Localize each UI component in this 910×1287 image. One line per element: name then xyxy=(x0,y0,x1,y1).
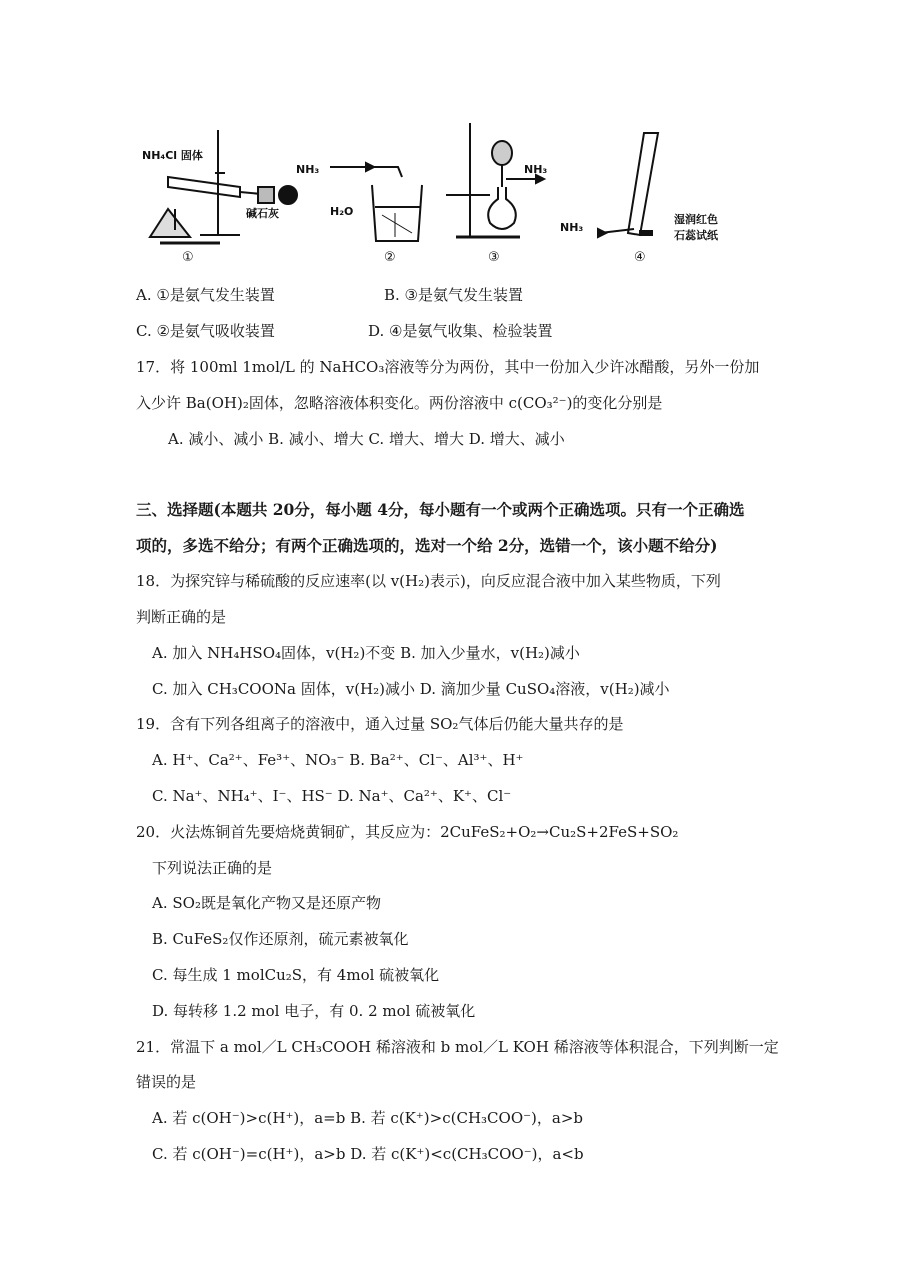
q18-line-2: 判断正确的是 xyxy=(136,608,227,626)
q17-options: A. 减小、减小 B. 减小、增大 C. 增大、增大 D. 增大、减小 xyxy=(168,430,565,448)
apparatus-figure xyxy=(0,115,910,385)
apparatus-2 xyxy=(330,163,422,241)
q19-line-1: 19．含有下列各组离子的溶液中，通入过量 SO₂气体后仍能大量共存的是 xyxy=(136,715,624,733)
q17-line-2: 入少许 Ba(OH)₂固体，忽略溶液体积变化。两份溶液中 c(CO₃²⁻)的变化分别是 xyxy=(136,394,663,412)
app1-number: ① xyxy=(182,250,194,265)
q20-option-d: D. 每转移 1.2 mol 电子，有 0. 2 mol 硫被氧化 xyxy=(152,1002,476,1020)
section3-line-2: 项的，多选不给分；有两个正确选项的，选对一个给 2分，选错一个，该小题不给分) xyxy=(136,536,718,555)
app4-label3: 石蕊试纸 xyxy=(674,229,718,242)
q21-line-2: 错误的是 xyxy=(136,1073,197,1091)
q20-option-b: B. CuFeS₂仅作还原剂，硫元素被氧化 xyxy=(152,930,409,948)
q16-option-c: C. ②是氨气吸收装置 xyxy=(136,322,275,340)
app2-label: NH₃ xyxy=(296,163,320,176)
app2-label2: H₂O xyxy=(330,205,354,218)
q20-option-a: A. SO₂既是氧化产物又是还原产物 xyxy=(152,894,381,912)
q18-line-1: 18．为探究锌与稀硫酸的反应速率(以 v(H₂)表示)，向反应混合液中加入某些物质，下列 xyxy=(136,572,721,590)
q20-line-1: 20．火法炼铜首先要焙烧黄铜矿，其反应为：2CuFeS₂+O₂→Cu₂S+2FeS+SO₂ xyxy=(136,823,679,841)
q16-option-b: B. ③是氨气发生装置 xyxy=(384,286,524,304)
q16-option-a: A. ①是氨气发生装置 xyxy=(136,286,275,304)
app3-label: NH₃ xyxy=(524,163,548,176)
q20-line-2: 下列说法正确的是 xyxy=(152,859,273,877)
q16-option-d: D. ④是氨气收集、检验装置 xyxy=(368,322,553,340)
app4-label2: 湿润红色 xyxy=(674,213,718,226)
app1-label2: 碱石灰 xyxy=(246,207,279,220)
app4-label: NH₃ xyxy=(560,221,584,234)
app1-label: NH₄Cl 固体 xyxy=(142,149,203,162)
q19-options-cd: C. Na⁺、NH₄⁺、I⁻、HS⁻ D. Na⁺、Ca²⁺、K⁺、Cl⁻ xyxy=(152,787,512,805)
section3-line-1: 三、选择题(本题共 20分，每小题 4分，每小题有一个或两个正确选项。只有一个正确选 xyxy=(136,500,745,519)
q18-options-ab: A. 加入 NH₄HSO₄固体，v(H₂)不变 B. 加入少量水，v(H₂)减小 xyxy=(152,644,580,662)
app4-number: ④ xyxy=(634,250,646,265)
app3-number: ③ xyxy=(488,250,500,265)
q19-options-ab: A. H⁺、Ca²⁺、Fe³⁺、NO₃⁻ B. Ba²⁺、Cl⁻、Al³⁺、H⁺ xyxy=(152,751,524,769)
q20-option-c: C. 每生成 1 molCu₂S，有 4mol 硫被氧化 xyxy=(152,966,440,984)
q21-options-ab: A. 若 c(OH⁻)>c(H⁺)，a=b B. 若 c(K⁺)>c(CH₃COO⁻)，a>b xyxy=(152,1109,583,1127)
apparatus-4 xyxy=(598,133,658,237)
q21-options-cd: C. 若 c(OH⁻)=c(H⁺)，a>b D. 若 c(K⁺)<c(CH₃COO⁻)，a<b xyxy=(152,1145,584,1163)
q21-line-1: 21．常温下 a mol／L CH₃COOH 稀溶液和 b mol／L KOH 稀溶液等体积混合，下列判断一定 xyxy=(136,1038,779,1056)
q18-options-cd: C. 加入 CH₃COONa 固体，v(H₂)减小 D. 滴加少量 CuSO₄溶液，v(H₂)减小 xyxy=(152,680,670,698)
app2-number: ② xyxy=(384,250,396,265)
apparatus-1 xyxy=(150,130,297,243)
apparatus-3 xyxy=(446,123,544,237)
q17-line-1: 17．将 100ml 1mol/L 的 NaHCO₃溶液等分为两份，其中一份加入少许冰醋酸，另外一份加 xyxy=(136,358,760,376)
